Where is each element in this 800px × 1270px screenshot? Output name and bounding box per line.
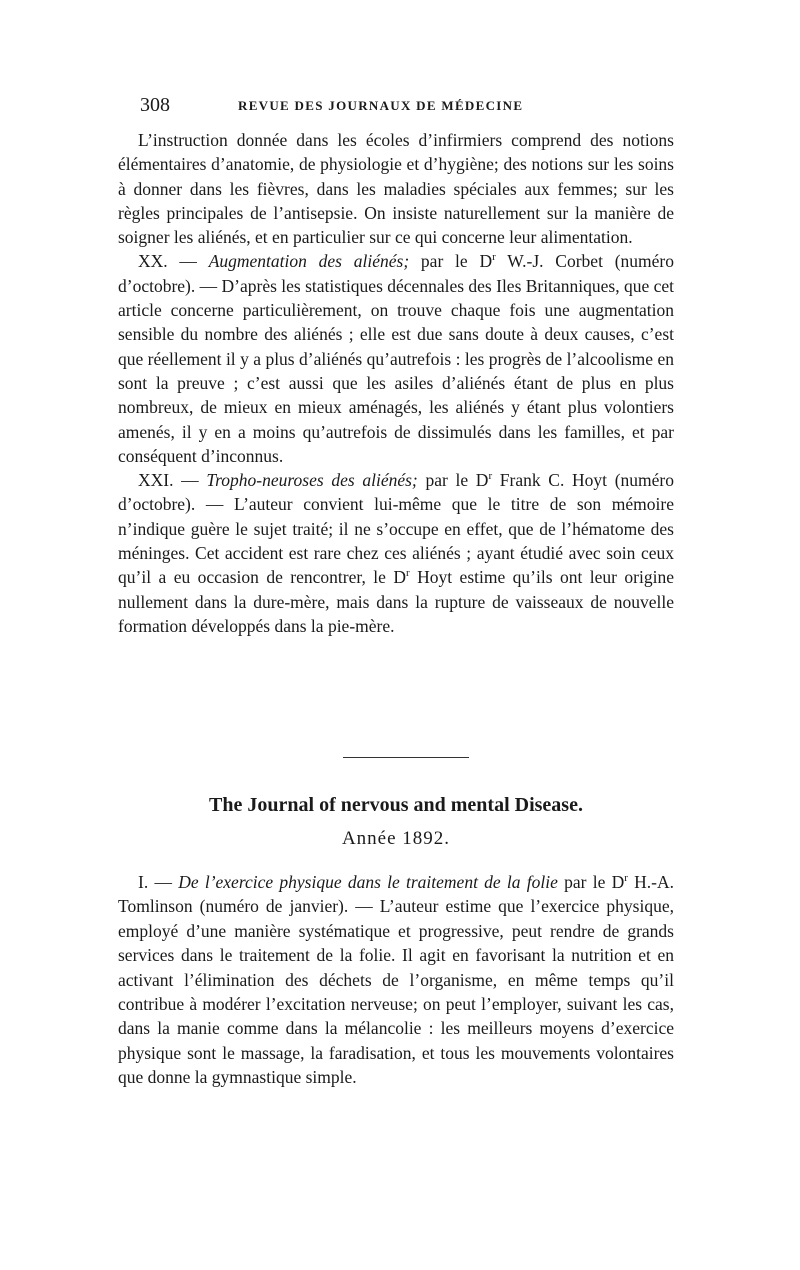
page-number: 308: [140, 94, 170, 116]
superscript: r: [488, 470, 493, 483]
article-title: Augmentation des aliénés;: [208, 251, 410, 272]
byline-prefix: par le D: [557, 872, 625, 892]
byline-prefix: par le D: [417, 470, 489, 491]
section-divider: [343, 757, 469, 758]
superscript: r: [492, 251, 496, 264]
article-number: XXI. —: [138, 470, 207, 491]
superscript: r: [406, 567, 410, 580]
paragraph-text: W.-J. Corbet (numéro d’octobre). — D’après les statistiques décennales des Iles Britanniques, que cet article concerne particulièrement, on trouve chaque fois une augmentation sensible du nombre des aliénés ; elle est due sans doute à deux causes, c’est que réellement il y a plus d’aliénés qu’autrefois : les progrès de l’alcoolisme en sont la preuve ; c’est aussi que les asiles d’aliénés étant de plus en plus nombreux, de mieux en mieux aménagés, les aliénés y étant plus volontiers amenés, il y en a moins qu’autrefois de dissimulés dans les familles, et par conséquent d’inconnus.: [118, 251, 674, 466]
article-number: XX. —: [138, 251, 209, 272]
page-header: [118, 93, 678, 117]
paragraph-i: [118, 870, 674, 1090]
article-number: I. —: [138, 872, 179, 892]
paragraph-text: Hoyt estime qu’ils ont leur origine nullement dans la dure-mère, mais dans la rupture de vaisseaux de nouvelle formation développés dans la pie-mère.: [118, 567, 674, 636]
byline-prefix: par le D: [409, 251, 493, 272]
body-text-top: [118, 128, 674, 638]
section-year: Année 1892.: [341, 828, 451, 849]
running-head: REVUE DES JOURNAUX DE MÉDECINE: [238, 98, 524, 113]
paragraph-instruction: [118, 128, 674, 249]
paragraph-xx: [118, 249, 674, 468]
paragraph-xxi: [118, 468, 674, 638]
paragraph-text: L’instruction donnée dans les écoles d’infirmiers comprend des notions élémentaires d’anatomie, de physiologie et d’hygiène; des notions sur les soins à donner dans les fièvres, dans les maladies spéciales aux femmes; sur les règles principales de l’antisepsie. On insiste naturellement sur la manière de soigner les aliénés, et en particulier sur ce qui concerne leur alimentation.: [118, 130, 674, 248]
superscript: r: [624, 872, 628, 885]
paragraph-text: Frank C. Hoyt (numéro d’octobre). — L’auteur convient lui-même que le titre de son mémoire n’indique guère le sujet traité; il ne s’occupe en effet, que de l’hématome des méninges. Cet accident est rare chez ces aliénés ; ayant étudié avec soin ceux qu’il a eu occasion de rencontrer, le D: [118, 470, 674, 588]
section-title: The Journal of nervous and mental Disease.: [209, 794, 583, 816]
paragraph-text: H.-A. Tomlinson (numéro de janvier). — L’auteur estime que l’exercice physique, employé d’une manière systématique et progressive, peut rendre de grands services dans le traitement de la folie. Il agit en favorisant la nutrition et en activant l’élimination des déchets de l’organisme, en même temps qu’il contribue à modérer l’excitation nerveuse; on peut l’employer, suivant les cas, dans la manie comme dans la mélancolie : les meilleurs moyens d’exercice physique sont le massage, la faradisation, et tous les mouvements volontaires que donne la gymnastique simple.: [118, 872, 674, 1088]
body-text-bottom: [118, 870, 674, 1090]
article-title: Tropho-neuroses des aliénés;: [206, 470, 418, 491]
article-title: De l’exercice physique dans le traitement de la folie: [178, 872, 558, 892]
